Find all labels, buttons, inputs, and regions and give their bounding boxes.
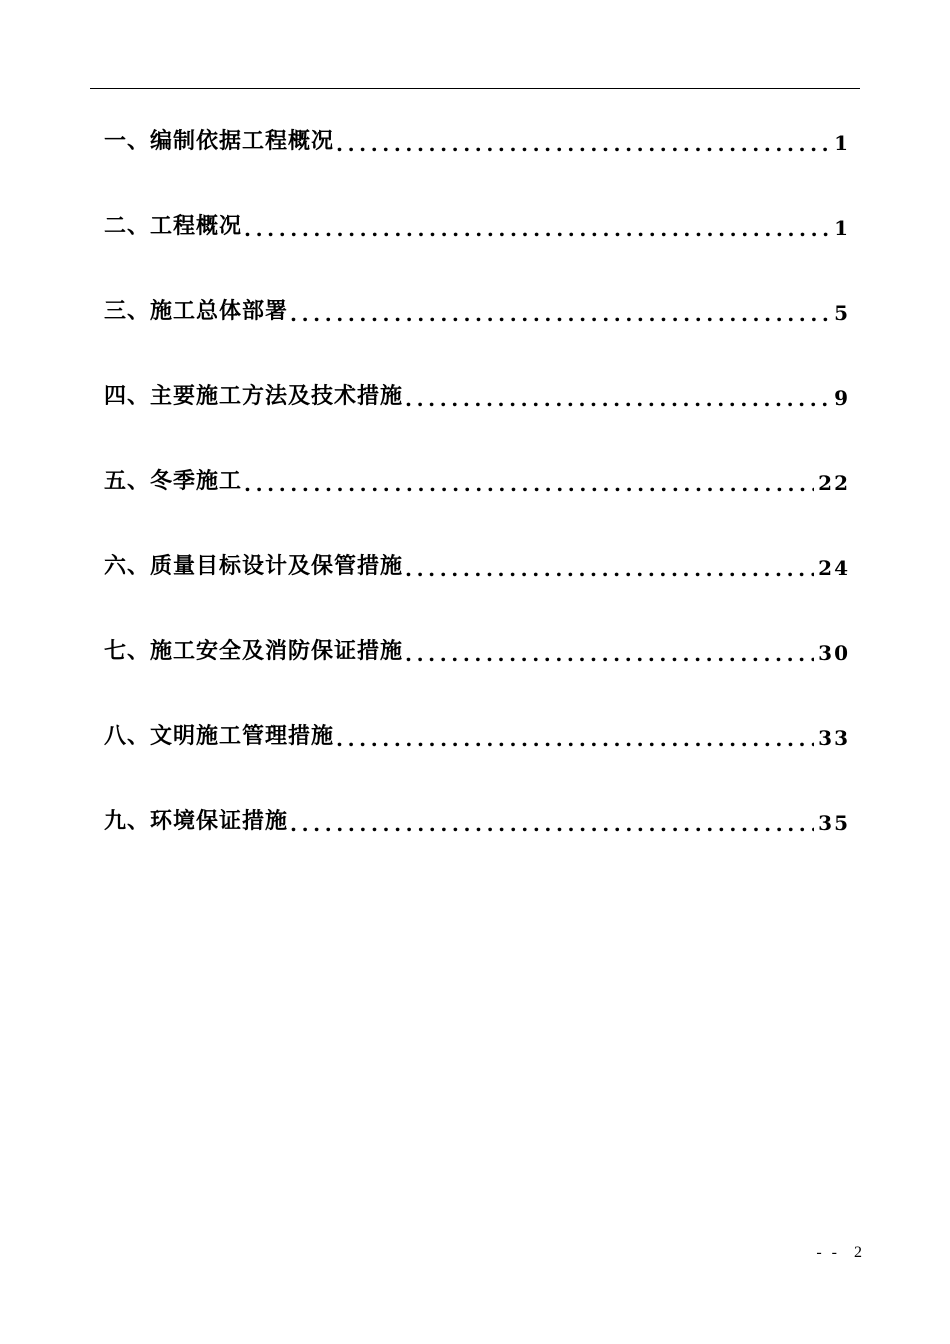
toc-entry-page: 22 (818, 471, 850, 495)
toc-entry[interactable] (104, 278, 850, 363)
toc-entry[interactable] (104, 193, 850, 278)
toc-dot-leader (405, 558, 814, 580)
footer-dashes: - - (816, 1244, 840, 1261)
toc-entry-title: 七、施工安全及消防保证措施 (104, 639, 404, 664)
toc-entry-title: 四、主要施工方法及技术措施 (104, 384, 404, 409)
table-of-contents (104, 108, 850, 873)
toc-entry[interactable] (104, 448, 850, 533)
toc-entry-title: 六、质量目标设计及保管措施 (104, 554, 404, 579)
toc-entry-page: 9 (834, 386, 850, 410)
toc-entry[interactable] (104, 618, 850, 703)
page-footer (816, 1244, 862, 1262)
toc-entry-title: 九、环境保证措施 (104, 809, 289, 834)
toc-entry-title: 五、冬季施工 (104, 469, 243, 494)
toc-entry-page: 30 (818, 641, 850, 665)
toc-entry-page: 5 (834, 301, 850, 325)
toc-entry-page: 24 (818, 556, 850, 580)
toc-entry-page: 33 (818, 726, 850, 750)
toc-entry-page: 1 (834, 216, 850, 240)
toc-dot-leader (290, 303, 830, 325)
toc-dot-leader (244, 218, 830, 240)
toc-entry-title: 一、编制依据工程概况 (104, 129, 335, 154)
toc-entry[interactable] (104, 363, 850, 448)
toc-dot-leader (405, 388, 830, 410)
toc-entry-page: 35 (818, 811, 850, 835)
toc-dot-leader (290, 813, 814, 835)
toc-entry[interactable] (104, 788, 850, 873)
toc-entry-title: 二、工程概况 (104, 214, 243, 239)
footer-page-number: 2 (854, 1244, 862, 1261)
header-rule (90, 88, 860, 89)
toc-dot-leader (244, 473, 814, 495)
toc-entry[interactable] (104, 703, 850, 788)
toc-dot-leader (405, 643, 814, 665)
toc-entry[interactable] (104, 533, 850, 618)
toc-entry[interactable] (104, 108, 850, 193)
toc-entry-title: 三、施工总体部署 (104, 299, 289, 324)
toc-dot-leader (336, 133, 830, 155)
toc-entry-page: 1 (834, 131, 850, 155)
toc-entry-title: 八、文明施工管理措施 (104, 724, 335, 749)
toc-dot-leader (336, 728, 814, 750)
